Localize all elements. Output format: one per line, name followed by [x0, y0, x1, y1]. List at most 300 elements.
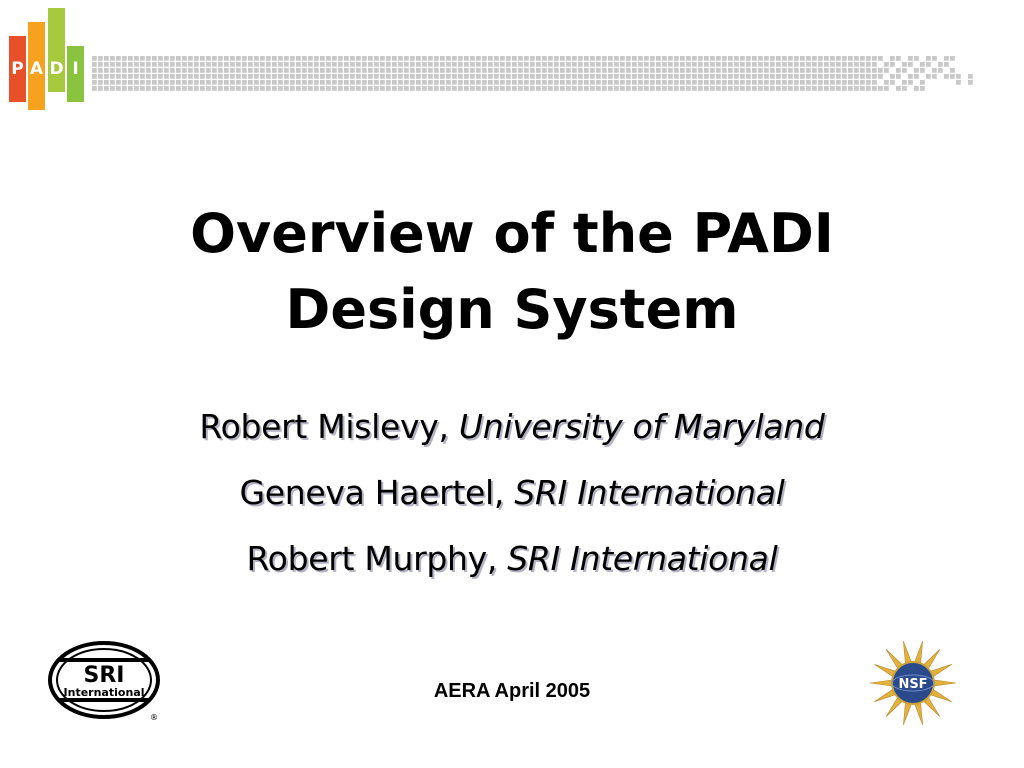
pixel-band-cell [692, 56, 697, 61]
pixel-band-cell [896, 86, 901, 91]
pixel-band-cell [728, 68, 733, 73]
pixel-band-cell [134, 62, 139, 67]
pixel-band-cell [92, 56, 97, 61]
pixel-band-cell [224, 80, 229, 85]
pixel-band-cell [620, 68, 625, 73]
nsf-ray [903, 641, 911, 664]
pixel-band-cell [758, 56, 763, 61]
pixel-band-cell [242, 74, 247, 79]
pixel-band-cell [764, 62, 769, 67]
pixel-band-cell [236, 62, 241, 67]
pixel-band-cell [740, 56, 745, 61]
pixel-band-cell [308, 86, 313, 91]
pixel-band-cell [878, 56, 883, 61]
pixel-band-cell [908, 80, 913, 85]
pixel-band-cell [278, 86, 283, 91]
pixel-band-cell [686, 62, 691, 67]
pixel-band-cell [758, 86, 763, 91]
pixel-band-cell [386, 68, 391, 73]
pixel-band-cell [764, 86, 769, 91]
pixel-band-cell [494, 62, 499, 67]
pixel-band-cell [842, 74, 847, 79]
pixel-band-cell [302, 80, 307, 85]
pixel-band-cell [140, 56, 145, 61]
pixel-band-cell [602, 56, 607, 61]
pixel-band-cell [482, 74, 487, 79]
pixel-band-cell [548, 68, 553, 73]
pixel-band-cell [518, 80, 523, 85]
pixel-band-cell [182, 62, 187, 67]
pixel-band-cell [740, 62, 745, 67]
pixel-band-cell [518, 74, 523, 79]
pixel-band-cell [308, 62, 313, 67]
pixel-band-cell [554, 62, 559, 67]
pixel-band-cell [254, 68, 259, 73]
pixel-band-cell [278, 62, 283, 67]
pixel-band-cell [332, 80, 337, 85]
pixel-band-cell [212, 68, 217, 73]
pixel-band-cell [398, 74, 403, 79]
pixel-band-cell [152, 62, 157, 67]
pixel-band-cell [818, 68, 823, 73]
pixel-band-cell [404, 68, 409, 73]
pixel-band-cell [662, 80, 667, 85]
pixel-band-cell [512, 80, 517, 85]
pixel-band-cell [146, 74, 151, 79]
pixel-band-cell [614, 56, 619, 61]
pixel-band-cell [518, 86, 523, 91]
pixel-band-cell [440, 68, 445, 73]
pixel-band-cell [230, 80, 235, 85]
pixel-band-cell [626, 80, 631, 85]
pixel-band-cell [602, 68, 607, 73]
pixel-band-cell [518, 62, 523, 67]
pixel-band-cell [782, 80, 787, 85]
pixel-band-cell [260, 68, 265, 73]
pixel-band-cell [836, 86, 841, 91]
pixel-band-cell [248, 80, 253, 85]
pixel-band-cell [158, 62, 163, 67]
pixel-band-cell [314, 74, 319, 79]
pixel-band-cell [944, 62, 949, 67]
pixel-band-cell [320, 62, 325, 67]
pixel-band-cell [554, 86, 559, 91]
sri-logo-subtext: International [63, 686, 145, 699]
pixel-band-cell [410, 80, 415, 85]
pixel-band-cell [212, 86, 217, 91]
pixel-band-cell [776, 80, 781, 85]
pixel-band-cell [530, 80, 535, 85]
pixel-band-cell [944, 74, 949, 79]
pixel-band-cell [158, 74, 163, 79]
pixel-band-cell [476, 86, 481, 91]
pixel-band-cell [146, 80, 151, 85]
pixel-band-cell [638, 74, 643, 79]
pixel-band-cell [656, 56, 661, 61]
pixel-band-cell [668, 74, 673, 79]
pixel-band-cell [272, 80, 277, 85]
pixel-band-cell [746, 86, 751, 91]
nsf-ray [903, 702, 911, 725]
pixel-band-cell [236, 74, 241, 79]
pixel-band-cell [206, 74, 211, 79]
pixel-band-cell [380, 62, 385, 67]
pixel-band-cell [428, 74, 433, 79]
pixel-band-cell [614, 68, 619, 73]
pixel-band-cell [770, 56, 775, 61]
pixel-band-cell [590, 86, 595, 91]
pixel-band-cell [476, 62, 481, 67]
pixel-band-cell [494, 74, 499, 79]
pixel-band-cell [536, 68, 541, 73]
pixel-band-cell [572, 56, 577, 61]
pixel-band-cell [824, 62, 829, 67]
pixel-band-cell [458, 74, 463, 79]
pixel-band-cell [482, 80, 487, 85]
nsf-ray [933, 680, 956, 686]
pixel-band-cell [578, 62, 583, 67]
pixel-band-cell [356, 68, 361, 73]
pixel-band-cell [518, 56, 523, 61]
pixel-band-cell [674, 56, 679, 61]
pixel-band-cell [248, 62, 253, 67]
pixel-band-cell [938, 62, 943, 67]
pixel-band-cell [788, 74, 793, 79]
pixel-band-cell [674, 86, 679, 91]
pixel-band-cell [968, 74, 973, 79]
pixel-band-cell [704, 86, 709, 91]
pixel-band-cell [884, 80, 889, 85]
pixel-band-cell [176, 86, 181, 91]
pixel-band-cell [164, 62, 169, 67]
pixel-band-cell [650, 74, 655, 79]
pixel-band-cell [128, 80, 133, 85]
pixel-band-cell [722, 62, 727, 67]
pixel-band-cell [482, 86, 487, 91]
pixel-band-cell [182, 74, 187, 79]
pixel-band-cell [332, 62, 337, 67]
pixel-band-cell [398, 68, 403, 73]
pixel-band-cell [404, 86, 409, 91]
pixel-band-cell [170, 80, 175, 85]
pixel-band-cell [188, 62, 193, 67]
pixel-band-cell [494, 56, 499, 61]
pixel-band-cell [218, 80, 223, 85]
pixel-band-cell [914, 68, 919, 73]
pixel-band-cell [242, 56, 247, 61]
pixel-band-cell [500, 62, 505, 67]
pixel-band-cell [662, 86, 667, 91]
pixel-band-cell [590, 62, 595, 67]
pixel-band-cell [632, 56, 637, 61]
author-1-affiliation: University of Maryland [458, 407, 825, 446]
pixel-band-cell [488, 68, 493, 73]
pixel-band-cell [668, 80, 673, 85]
pixel-band-cell [698, 80, 703, 85]
pixel-band-cell [908, 62, 913, 67]
pixel-band-cell [452, 86, 457, 91]
pixel-band-cell [380, 68, 385, 73]
pixel-band-cell [200, 62, 205, 67]
pixel-band-cell [410, 86, 415, 91]
pixel-band-cell [692, 74, 697, 79]
pixel-band-cell [596, 80, 601, 85]
pixel-band-cell [602, 62, 607, 67]
pixel-band-cell [590, 74, 595, 79]
pixel-band-cell [668, 56, 673, 61]
pixel-band-cell [254, 74, 259, 79]
pixel-band-cell [524, 86, 529, 91]
pixel-band-cell [236, 68, 241, 73]
pixel-band-cell [134, 56, 139, 61]
pixel-band-cell [368, 56, 373, 61]
pixel-band-cell [554, 80, 559, 85]
pixel-band-cell [608, 62, 613, 67]
pixel-band-cell [410, 74, 415, 79]
pixel-band-cell [812, 80, 817, 85]
pixel-band-cell [116, 74, 121, 79]
pixel-band-cell [650, 68, 655, 73]
pixel-band-cell [212, 74, 217, 79]
pixel-band-cell [416, 86, 421, 91]
padi-logo [8, 6, 86, 112]
pixel-band-cell [512, 68, 517, 73]
pixel-band-cell [734, 86, 739, 91]
pixel-band-cell [764, 74, 769, 79]
pixel-band-cell [770, 74, 775, 79]
pixel-band-cell [380, 56, 385, 61]
pixel-band-cell [410, 62, 415, 67]
pixel-band-cell [842, 62, 847, 67]
pixel-band-cell [500, 56, 505, 61]
pixel-band-cell [626, 68, 631, 73]
pixel-band-cell [530, 86, 535, 91]
pixel-band-cell [320, 86, 325, 91]
pixel-band-cell [404, 62, 409, 67]
pixel-band-cell [188, 56, 193, 61]
pixel-band-cell [884, 62, 889, 67]
pixel-band-cell [212, 56, 217, 61]
pixel-band-cell [896, 56, 901, 61]
pixel-band-cell [284, 74, 289, 79]
pixel-band-cell [290, 86, 295, 91]
pixel-band-cell [284, 56, 289, 61]
pixel-band-cell [728, 74, 733, 79]
pixel-band-cell [434, 68, 439, 73]
pixel-band-cell [284, 62, 289, 67]
pixel-band-cell [866, 68, 871, 73]
pixel-band-cell [116, 68, 121, 73]
pixel-band-cell [350, 80, 355, 85]
pixel-band-cell [926, 56, 931, 61]
pixel-band-cell [674, 74, 679, 79]
pixel-band-cell [476, 56, 481, 61]
pixel-band-cell [320, 80, 325, 85]
pixel-band-cell [614, 86, 619, 91]
pixel-band-cell [362, 86, 367, 91]
nsf-ray [914, 641, 922, 664]
pixel-band-cell [170, 86, 175, 91]
title-line-1: Overview of the PADI [190, 202, 834, 265]
pixel-band-cell [200, 86, 205, 91]
nsf-logo-text: NSF [898, 677, 928, 692]
pixel-band-cell [476, 74, 481, 79]
title-line-2: Design System [285, 278, 739, 341]
pixel-band-cell [560, 68, 565, 73]
pixel-band-cell [242, 80, 247, 85]
pixel-band-cell [422, 74, 427, 79]
pixel-band-cell [728, 80, 733, 85]
pixel-band-cell [296, 56, 301, 61]
pixel-band-cell [680, 68, 685, 73]
author-2-name: Geneva Haertel, [239, 473, 515, 512]
pixel-band-cell [500, 74, 505, 79]
pixel-band-cell [914, 74, 919, 79]
pixel-band-cell [578, 56, 583, 61]
pixel-band-cell [338, 68, 343, 73]
pixel-band-cell [290, 74, 295, 79]
pixel-band-cell [890, 74, 895, 79]
pixel-band-cell [644, 56, 649, 61]
pixel-band-cell [92, 86, 97, 91]
pixel-band-cell [638, 62, 643, 67]
pixel-band-cell [320, 74, 325, 79]
pixel-band-cell [746, 62, 751, 67]
pixel-band-cell [806, 62, 811, 67]
pixel-band-cell [788, 80, 793, 85]
pixel-band-cell [860, 56, 865, 61]
author-list [0, 394, 1024, 592]
pixel-band-cell [644, 62, 649, 67]
pixel-band-cell [542, 74, 547, 79]
pixel-band-cell [206, 80, 211, 85]
pixel-band-cell [200, 68, 205, 73]
pixel-band-cell [902, 86, 907, 91]
pixel-band-cell [332, 68, 337, 73]
pixel-band-cell [854, 56, 859, 61]
pixel-band-cell [698, 86, 703, 91]
pixel-band-cell [236, 80, 241, 85]
pixel-band-cell [152, 80, 157, 85]
pixel-band-cell [638, 80, 643, 85]
pixel-band-cell [668, 86, 673, 91]
pixel-band-cell [134, 86, 139, 91]
pixel-band-cell [362, 62, 367, 67]
pixel-band-cell [584, 86, 589, 91]
pixel-band-cell [236, 86, 241, 91]
pixel-band-cell [542, 80, 547, 85]
pixel-band-cell [248, 56, 253, 61]
pixel-band-cell [404, 80, 409, 85]
pixel-band-cell [968, 80, 973, 85]
pixel-band-cell [482, 68, 487, 73]
pixel-band-cell [854, 86, 859, 91]
pixel-band-cell [146, 68, 151, 73]
pixel-band-cell [308, 56, 313, 61]
pixel-band-cell [626, 62, 631, 67]
pixel-band-cell [386, 80, 391, 85]
pixel-band-cell [152, 56, 157, 61]
author-2-affiliation: SRI International [514, 473, 785, 512]
pixel-band-cell [440, 86, 445, 91]
pixel-band-cell [830, 56, 835, 61]
pixel-band-cell [464, 62, 469, 67]
pixel-band-cell [386, 56, 391, 61]
pixel-band-cell [524, 68, 529, 73]
pixel-band-cell [530, 62, 535, 67]
pixel-band-cell [686, 56, 691, 61]
pixel-band-cell [116, 62, 121, 67]
pixel-band-cell [488, 56, 493, 61]
pixel-band-cell [386, 62, 391, 67]
pixel-band-cell [422, 62, 427, 67]
pixel-band-cell [926, 62, 931, 67]
pixel-band-cell [194, 74, 199, 79]
pixel-band-cell [302, 86, 307, 91]
pixel-band-cell [632, 74, 637, 79]
pixel-band-cell [722, 56, 727, 61]
pixel-band-cell [872, 62, 877, 67]
pixel-band-cell [602, 86, 607, 91]
pixel-band-cell [296, 62, 301, 67]
pixel-band-cell [908, 74, 913, 79]
pixel-band-cell [266, 62, 271, 67]
pixel-band-cell [770, 68, 775, 73]
pixel-band-cell [356, 80, 361, 85]
pixel-band-cell [644, 68, 649, 73]
pixel-band-cell [452, 68, 457, 73]
pixel-band-cell [920, 86, 925, 91]
pixel-band-cell [878, 68, 883, 73]
pixel-band-cell [818, 86, 823, 91]
pixel-band-cell [392, 86, 397, 91]
pixel-band-cell [662, 62, 667, 67]
pixel-band-cell [368, 80, 373, 85]
pixel-band-cell [950, 56, 955, 61]
pixel-band-cell [710, 62, 715, 67]
pixel-band-cell [704, 74, 709, 79]
pixel-band-cell [218, 74, 223, 79]
pixel-band-cell [860, 74, 865, 79]
pixel-band-cell [110, 86, 115, 91]
pixel-band-cell [254, 56, 259, 61]
pixel-band-cell [656, 80, 661, 85]
pixel-band-cell [932, 74, 937, 79]
pixel-band-cell [182, 56, 187, 61]
pixel-band-cell [842, 80, 847, 85]
pixel-band-cell [566, 56, 571, 61]
pixel-band-cell [758, 62, 763, 67]
pixel-band-cell [122, 68, 127, 73]
pixel-band-cell [722, 74, 727, 79]
pixel-band-cell [134, 74, 139, 79]
pixel-band-cell [224, 68, 229, 73]
pixel-band-cell [872, 68, 877, 73]
pixel-band-cell [158, 56, 163, 61]
pixel-band-cell [524, 56, 529, 61]
pixel-band-cell [146, 62, 151, 67]
pixel-band-cell [392, 68, 397, 73]
pixel-band-cell [530, 74, 535, 79]
pixel-band-cell [344, 86, 349, 91]
pixel-band-cell [170, 68, 175, 73]
pixel-band-cell [758, 68, 763, 73]
pixel-band-cell [332, 74, 337, 79]
decorative-pixel-band [92, 56, 982, 92]
pixel-band-cell [362, 80, 367, 85]
pixel-band-cell [662, 68, 667, 73]
pixel-band-cell [122, 74, 127, 79]
